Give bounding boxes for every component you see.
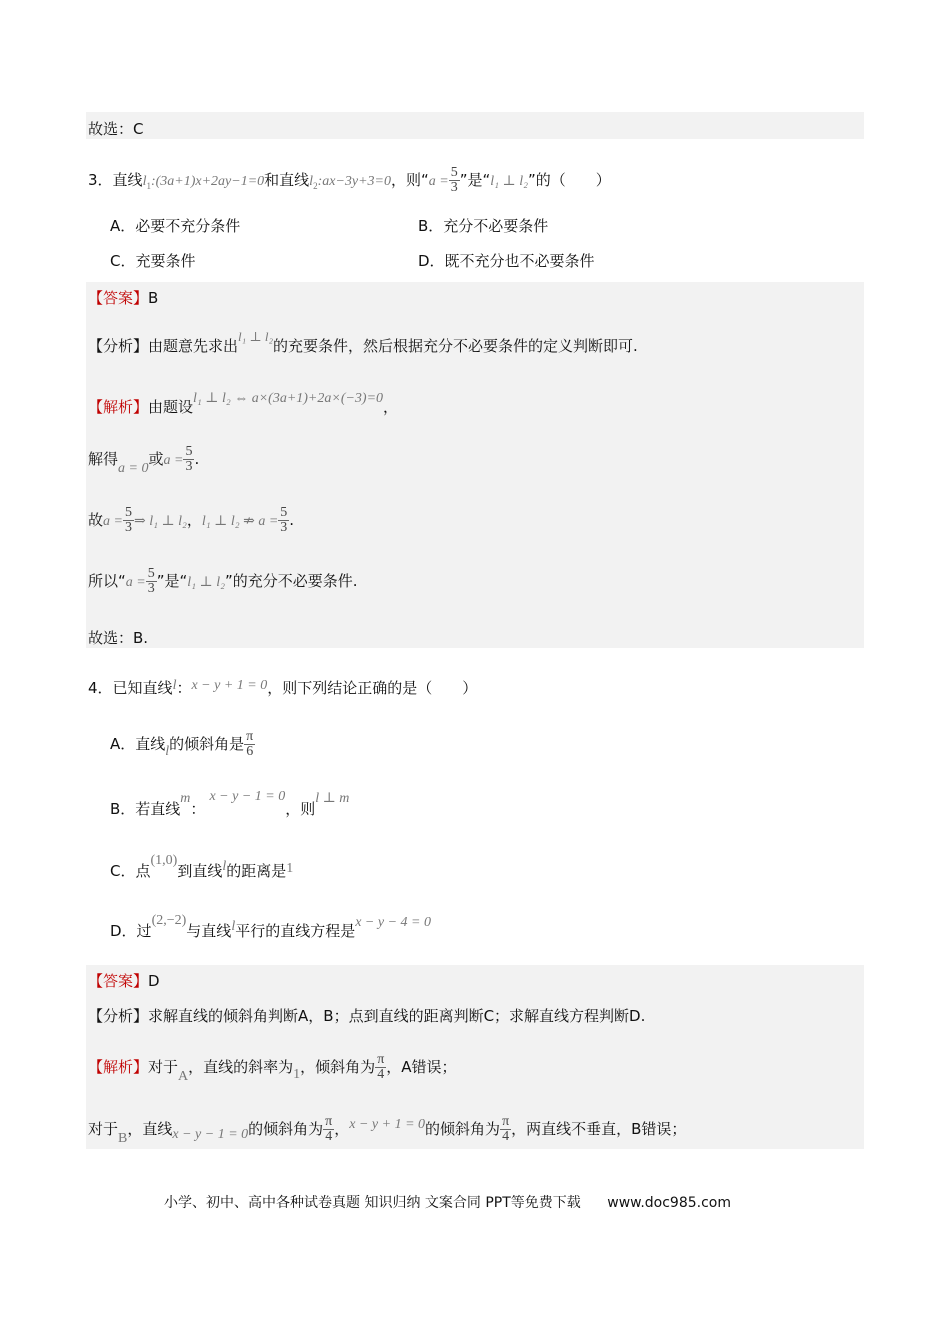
q4-optb-then: ，则 — [285, 800, 316, 818]
q4-colon: ： — [176, 679, 192, 697]
q3-solve-line — [88, 445, 199, 474]
q3-analysis-tag: 【分析】 — [88, 337, 149, 355]
q4-optd-mid: 与直线 — [186, 922, 232, 940]
q4-option-c — [110, 853, 294, 881]
q3-analysis-expr: l₁ ⊥ l₂ — [238, 329, 274, 344]
q3-hence-fraction2 — [278, 506, 289, 535]
q3-so-mid: ”是“ — [156, 572, 188, 590]
q4-opta-l: l — [165, 744, 170, 759]
q3-solve-fraction-num: 5 — [185, 444, 193, 459]
footer — [164, 1192, 731, 1212]
q3-option-d: D．既不充分也不必要条件 — [418, 252, 595, 270]
q3-option-a: A．必要不充分条件 — [110, 217, 241, 235]
q4-opta-mid: 的倾斜角是 — [169, 735, 245, 753]
q3-solution-post: ， — [383, 398, 399, 416]
q4-solb-mid2: 的倾斜角为 — [248, 1120, 324, 1138]
q4-analysis-text: 求解直线的倾斜角判断A，B；点到直线的距离判断C；求解直线方程判断D. — [148, 1007, 646, 1025]
q3-fraction — [449, 166, 460, 195]
q4-option-a — [110, 730, 255, 759]
q4-opta-den: 6 — [246, 744, 254, 759]
q4-analysis — [88, 1005, 645, 1026]
q4-answer-tag: 【答案】 — [88, 972, 149, 990]
q4-stem — [88, 677, 477, 698]
q3-so-fraction-num: 5 — [147, 566, 155, 581]
q3-hence-mid: ， — [186, 511, 202, 529]
q3-a-eq: a = — [428, 174, 449, 189]
q4-optb-m: m — [180, 791, 191, 806]
q3-solution-tag: 【解析】 — [88, 398, 149, 416]
q4-solb-num1: π — [325, 1114, 333, 1129]
q4-solb-pre: 对于 — [88, 1120, 119, 1138]
q4-optc-value: 1 — [286, 861, 294, 876]
q3-l2-sub: 2 — [313, 181, 318, 191]
q4-analysis-tag: 【分析】 — [88, 1007, 149, 1025]
q4-opta-fraction — [244, 730, 255, 759]
q4-opta-num: π — [246, 729, 254, 744]
q4-solb-den2: 4 — [502, 1129, 510, 1144]
q4-sola-k: 1 — [293, 1067, 301, 1082]
q3-l1-sub: 1 — [146, 181, 151, 191]
q3-so-expr: l₁ ⊥ l₂ — [187, 575, 225, 590]
q4-optb-equation: x − y − 1 = 0 — [209, 789, 286, 804]
q4-solb-eq2: x − y + 1 = 0 — [349, 1117, 426, 1132]
q3-hence-fraction — [123, 506, 134, 535]
q4-solb-fraction1 — [323, 1115, 334, 1144]
q4-optd-pre: D．过 — [110, 922, 152, 940]
q3-hence-fraction2-num: 5 — [280, 505, 288, 520]
q4-optc-post: 的距离是 — [226, 862, 287, 880]
q3-and-text: 和直线 — [264, 171, 310, 189]
q4-stem-pre: 已知直线 — [112, 679, 173, 697]
q4-solb-sep: ， — [334, 1120, 350, 1138]
q4-answer — [88, 970, 160, 991]
q3-fraction-num: 5 — [450, 165, 458, 180]
q3-stem-pre: 直线 — [112, 171, 143, 189]
q3-solution — [88, 391, 399, 417]
q4-answer-value: D — [148, 972, 160, 990]
q3-hence-fraction-num: 5 — [124, 505, 132, 520]
q4-stem-post: ，则下列结论正确的是（ ） — [267, 679, 478, 697]
q3-so-pre: 所以“ — [88, 572, 126, 590]
q4-solb-post: ，两直线不垂直，B错误； — [511, 1120, 687, 1138]
q4-sola-num: π — [377, 1052, 385, 1067]
q4-optb-pre: B．若直线 — [110, 800, 181, 818]
q3-l1-name: l — [142, 174, 147, 189]
q4-sola-den: 4 — [377, 1067, 385, 1082]
q4-solution-a — [88, 1053, 457, 1082]
prev-final-answer: 故选：C — [88, 120, 144, 138]
q3-hence-expr2: l₁ ⊥ l₂ ⇏ a = — [201, 514, 279, 529]
q4-optd-l: l — [231, 919, 236, 934]
q4-optc-mid: 到直线 — [177, 862, 223, 880]
q3-solve-a: a = — [163, 453, 184, 468]
q3-hence-fraction-den: 3 — [124, 520, 132, 535]
q4-solb-fraction2 — [500, 1115, 511, 1144]
q3-hence-end: . — [289, 511, 295, 529]
q4-solb-mid3: 的倾斜角为 — [425, 1120, 501, 1138]
q3-option-c: C．充要条件 — [110, 252, 196, 270]
q4-sola-pre: 对于 — [148, 1058, 179, 1076]
q3-l1-equation: :(3a+1)x+2ay−1=0 — [150, 174, 265, 189]
q3-perp-expr: l₁ ⊥ l₂ — [490, 174, 528, 189]
q4-sola-A: A — [178, 1069, 189, 1084]
q4-sola-fraction — [375, 1053, 386, 1082]
q4-option-d — [110, 913, 431, 941]
q4-solb-B: B — [118, 1131, 128, 1146]
q3-so-fraction — [146, 567, 157, 596]
q4-solb-mid: ，直线 — [127, 1120, 173, 1138]
q4-solb-den1: 4 — [325, 1129, 333, 1144]
q3-solution-pre: 由题设 — [148, 398, 194, 416]
q3-hence-pre: 故 — [88, 511, 104, 529]
q4-optc-pre: C．点 — [110, 862, 151, 880]
q3-hence-a: a = — [103, 514, 123, 529]
q3-l2-name: l — [309, 174, 314, 189]
q4-solution-b — [88, 1115, 686, 1144]
q3-answer — [88, 287, 158, 308]
q4-equation: x − y + 1 = 0 — [191, 678, 268, 693]
q4-sola-mid2: ，倾斜角为 — [300, 1058, 376, 1076]
q3-so-post: ”的充分不必要条件. — [224, 572, 358, 590]
q3-solve-fraction-den: 3 — [185, 459, 193, 474]
footer-site[interactable]: www.doc985.com — [607, 1195, 731, 1211]
q4-option-b — [110, 789, 350, 819]
q4-optd-point: (2,−2) — [151, 913, 187, 928]
q3-then-text: ，则“ — [391, 171, 429, 189]
q3-final: 故选：B. — [88, 629, 149, 647]
q3-answer-value: B — [148, 289, 159, 307]
q4-opta-pre: A．直线 — [110, 735, 166, 753]
q3-fraction-den: 3 — [450, 180, 458, 195]
q3-solve-or: 或 — [148, 450, 164, 468]
q4-solb-eq1: x − y − 1 = 0 — [172, 1127, 249, 1142]
q4-sola-post: ，A错误； — [386, 1058, 457, 1076]
q4-sola-mid: ，直线的斜率为 — [188, 1058, 294, 1076]
footer-text: 小学、初中、高中各种试卷真题 知识归纳 文案合同 PPT等免费下载 — [164, 1195, 581, 1211]
q3-stem — [88, 166, 611, 195]
q3-l2-equation: :ax−3y+3=0 — [317, 174, 391, 189]
q3-so-fraction-den: 3 — [147, 581, 155, 596]
q4-solb-num2: π — [502, 1114, 510, 1129]
q4-optc-l: l — [222, 859, 227, 874]
q3-solve-a0: a = 0 — [118, 461, 149, 476]
q3-answer-tag: 【答案】 — [88, 289, 149, 307]
q4-solution-tag: 【解析】 — [88, 1058, 149, 1076]
q3-analysis — [88, 329, 638, 356]
q3-analysis-post: 的充要条件，然后根据充分不必要条件的定义判断即可. — [273, 337, 638, 355]
q3-end-text: ”的（ ） — [527, 171, 611, 189]
q3-option-b: B．充分不必要条件 — [418, 217, 549, 235]
q4-optd-equation: x − y − 4 = 0 — [355, 915, 431, 930]
q4-optc-point: (1,0) — [150, 853, 178, 868]
q3-hence-fraction2-den: 3 — [280, 520, 288, 535]
q3-number: 3． — [88, 171, 113, 189]
q3-solution-expr: l₁ ⊥ l₂ ⇔ a×(3a+1)+2a×(−3)=0 — [193, 391, 384, 406]
q3-is-text: ”是“ — [459, 171, 491, 189]
q3-analysis-pre: 由题意先求出 — [148, 337, 239, 355]
q3-solve-fraction — [183, 445, 194, 474]
q3-hence-impl: ⇒ l₁ ⊥ l₂ — [133, 514, 187, 529]
q3-so-line — [88, 567, 358, 596]
prev-answer-block — [86, 112, 864, 139]
q4-l-name: l — [172, 678, 177, 693]
q4-number: 4． — [88, 679, 113, 697]
q3-hence-line — [88, 506, 294, 535]
q3-so-a: a = — [125, 575, 146, 590]
q4-optb-colon: ： — [190, 800, 206, 818]
q3-solve-end: . — [194, 450, 200, 468]
q3-solve-pre: 解得 — [88, 450, 119, 468]
q4-optb-expr: l ⊥ m — [315, 791, 350, 806]
q4-optd-post: 平行的直线方程是 — [235, 922, 356, 940]
